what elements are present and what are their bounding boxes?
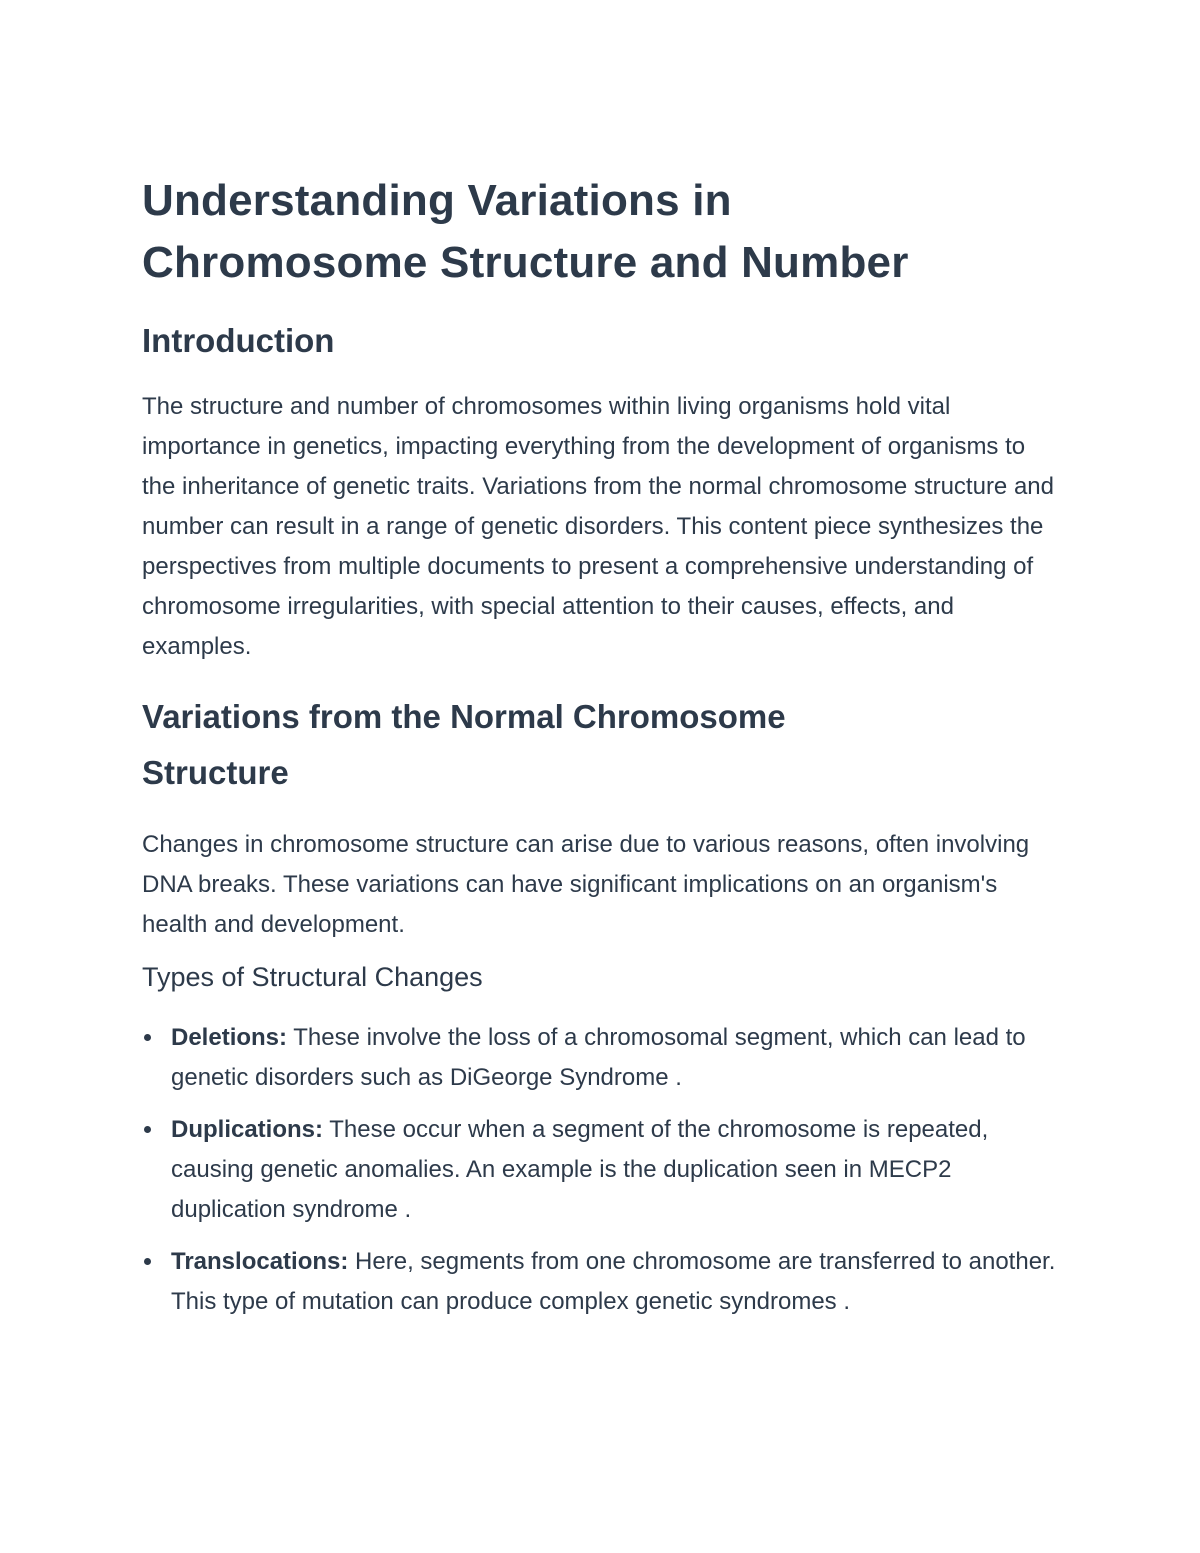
list-item-text: These occur when a segment of the chromosome is repeated, causing genetic anomalies. An example is the duplication seen in MECP2 duplication syndrome . [171,1116,989,1223]
variations-heading-line-2: Structure [142,754,289,791]
variations-heading [142,689,1062,801]
list-item-deletions [142,1018,1062,1098]
list-item-translocations [142,1242,1062,1322]
list-item-text: Here, segments from one chromosome are transferred to another. This type of mutation can produce complex genetic syndromes . [171,1248,1056,1315]
bullet-icon [144,1258,151,1265]
list-item-term: Translocations: [171,1248,349,1275]
list-item-text: These involve the loss of a chromosomal segment, which can lead to genetic disorders such as DiGeorge Syndrome . [171,1024,1026,1091]
document-title-line-1: Understanding Variations in [142,176,732,225]
bullet-icon [144,1034,151,1041]
structural-changes-subheading: Types of Structural Changes [142,962,483,992]
bullet-icon [144,1126,151,1133]
list-item-term: Duplications: [171,1116,324,1143]
structural-changes-list [142,1018,1062,1322]
list-item-duplications [142,1110,1062,1230]
introduction-heading: Introduction [142,322,335,359]
variations-paragraph: Changes in chromosome structure can arise due to various reasons, often involving DNA breaks. These variations can have significant implications on an organism's health and development. [142,831,1030,938]
document-page [142,170,1062,1334]
list-item-term: Deletions: [171,1024,288,1051]
document-title [142,170,1062,294]
variations-heading-line-1: Variations from the Normal Chromosome [142,698,786,735]
introduction-paragraph: The structure and number of chromosomes within living organisms hold vital importance in genetics, impacting everything from the development of organisms to the inheritance of genetic traits. Variations from the normal chromosome structure and number can result in a range of genetic disorders. This content piece synthesizes the perspectives from multiple documents to present a comprehensive understanding of chromosome irregularities, with special attention to their causes, effects, and examples. [142,393,1054,660]
document-title-line-2: Chromosome Structure and Number [142,238,909,287]
